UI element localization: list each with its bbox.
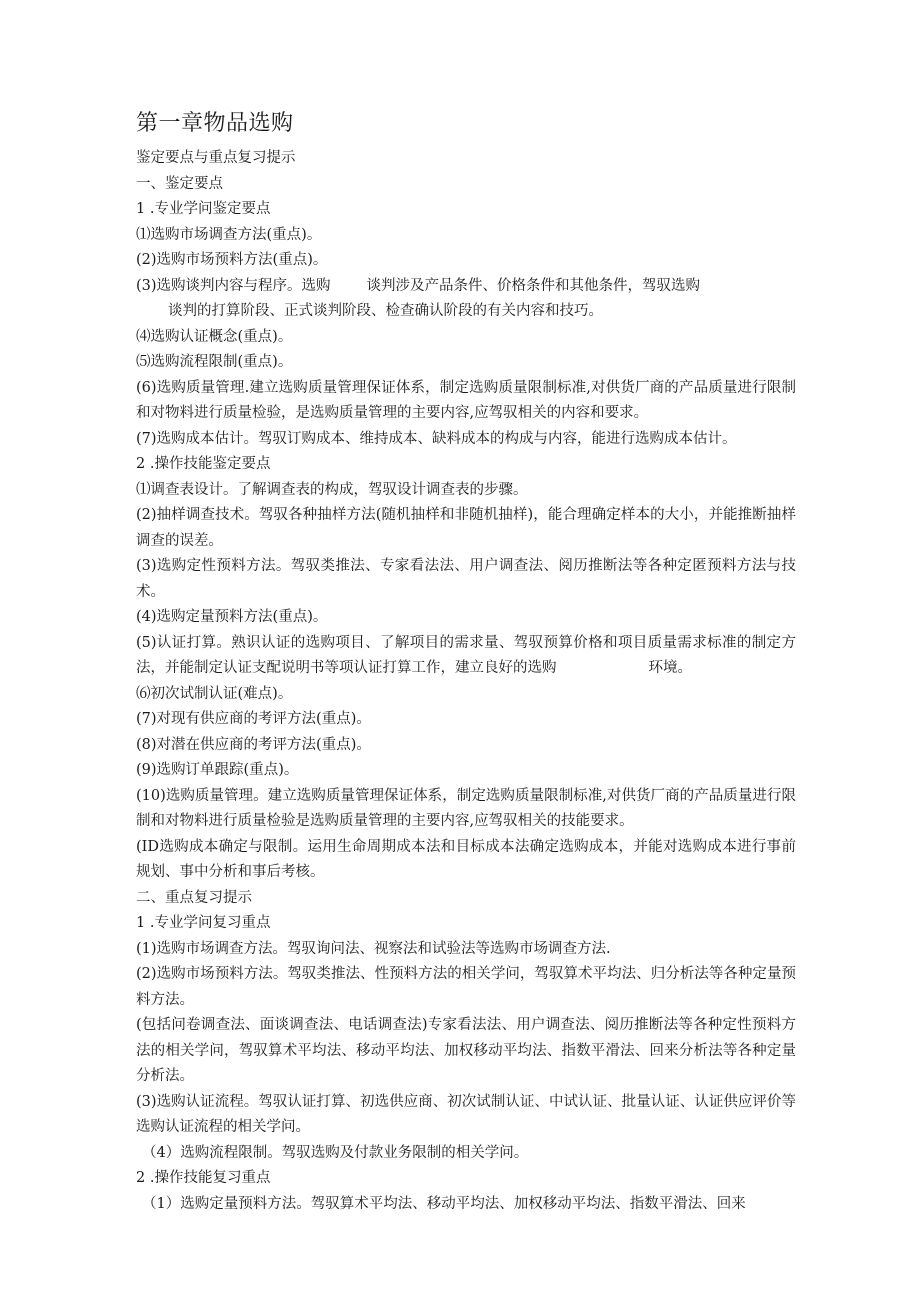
list-item: (2)抽样调查技术。驾驭各种抽样方法(随机抽样和非随机抽样)，能合理确定样本的大小，并能推断抽样调查的误差。: [136, 507, 796, 549]
list-item-continuation: 谈判的打算阶段、正式谈判阶段、检查确认阶段的有关内容和技巧。: [168, 303, 603, 319]
list-item: ⑷选购认证概念(重点)。: [136, 328, 293, 345]
list-item: (9)选购订单跟踪(重点)。: [136, 762, 299, 778]
list-item-part: (5)认证打算。熟识认证的选购项目、了解项目的需求量、驾驭预算价格和项目质量需求标准的制定方法，并能制定认证支配说明书等项认证打算工作，建立良好的选购: [136, 634, 796, 676]
section-heading: 二、重点复习提示: [136, 889, 252, 906]
list-item: (3)选购认证流程。驾驭认证打算、初选供应商、初次试制认证、中试认证、批量认证、认证供应评价等选购认证流程的相关学问。: [136, 1093, 796, 1135]
list-item-part: (3)选购谈判内容与程序。选购: [136, 277, 331, 294]
list-item: (10)选购质量管理。建立选购质量管理保证体系，制定选购质量限制标准,对供货厂商的产品质量进行限制和对物料进行质量检验是选购质量管理的主要内容,应驾驭相关的技能要求。: [136, 787, 796, 829]
list-item: （4）选购流程限制。驾驭选购及付款业务限制的相关学问。: [142, 1144, 529, 1161]
list-item: ⑴调查表设计。了解调查表的构成，驾驭设计调查表的步骤。: [136, 481, 528, 498]
list-item: （1）选购定量预料方法。驾驭算术平均法、移动平均法、加权移动平均法、指数平滑法、回来: [142, 1195, 746, 1212]
subsection-heading: 1 .专业学问复习重点: [136, 915, 271, 931]
subsection-heading: 2 .操作技能鉴定要点: [136, 456, 271, 472]
list-item: (8)对潜在供应商的考评方法(重点)。: [136, 736, 371, 753]
list-item: (包括问卷调查法、面谈调查法、电话调查法)专家看法法、用户调查法、阅历推断法等各种定性预料方法的相关学问，驾驭算术平均法、移动平均法、加权移动平均法、指数平滑法、回来分析法等各种定量分析法。: [136, 1017, 796, 1084]
list-item: (6)选购质量管理.建立选购质量管理保证体系，制定选购质量限制标准,对供货厂商的产品质量进行限制和对物料进行质量检验，是选购质量管理的主要内容,应驾驭相关的内容和要求。: [136, 379, 796, 421]
list-item: (1)选购市场调查方法。驾驭询问法、视察法和试验法等选购市场调查方法.: [136, 940, 611, 957]
list-item: (4)选购定量预料方法(重点)。: [136, 609, 328, 625]
list-item: (7)对现有供应商的考评方法(重点)。: [136, 711, 371, 727]
list-item: (2)选购市场预料方法(重点)。: [136, 252, 328, 268]
list-item: ⑹初次试制认证(难点)。: [136, 685, 293, 702]
list-item: (ID选购成本确定与限制。运用生命周期成本法和目标成本法确定选购成本，并能对选购成本进行事前规划、事中分析和事后考核。: [136, 838, 796, 880]
list-item: (2)选购市场预料方法。驾驭类推法、性预料方法的相关学问，驾驭算术平均法、归分析法等各种定量预料方法。: [136, 966, 796, 1008]
list-item: ⑴选购市场调查方法(重点)。: [136, 226, 322, 243]
list-item: [136, 631, 796, 682]
list-item-part: 谈判涉及产品条件、价格条件和其他条件，驾驭选购: [366, 277, 701, 294]
subsection-heading: 1 .专业学问鉴定要点: [136, 201, 271, 217]
section-heading: 一、鉴定要点: [136, 175, 223, 192]
document-page: [136, 108, 796, 1217]
list-item: (7)选购成本估计。驾驭订购成本、维持成本、缺料成本的构成与内容，能进行选购成本估计。: [136, 430, 737, 447]
subtitle: 鉴定要点与重点复习提示: [136, 150, 296, 166]
subsection-heading: 2 .操作技能复习重点: [136, 1170, 271, 1186]
list-item: (3)选购定性预料方法。驾驭类推法、专家看法法、用户调查法、阅历推断法等各种定匿预料方法与技术。: [136, 558, 796, 600]
list-item: [136, 274, 796, 300]
list-item: ⑸选购流程限制(重点)。: [136, 354, 293, 370]
list-item-part: 环境。: [648, 660, 692, 676]
chapter-title: 第一章物品选购: [136, 111, 294, 136]
